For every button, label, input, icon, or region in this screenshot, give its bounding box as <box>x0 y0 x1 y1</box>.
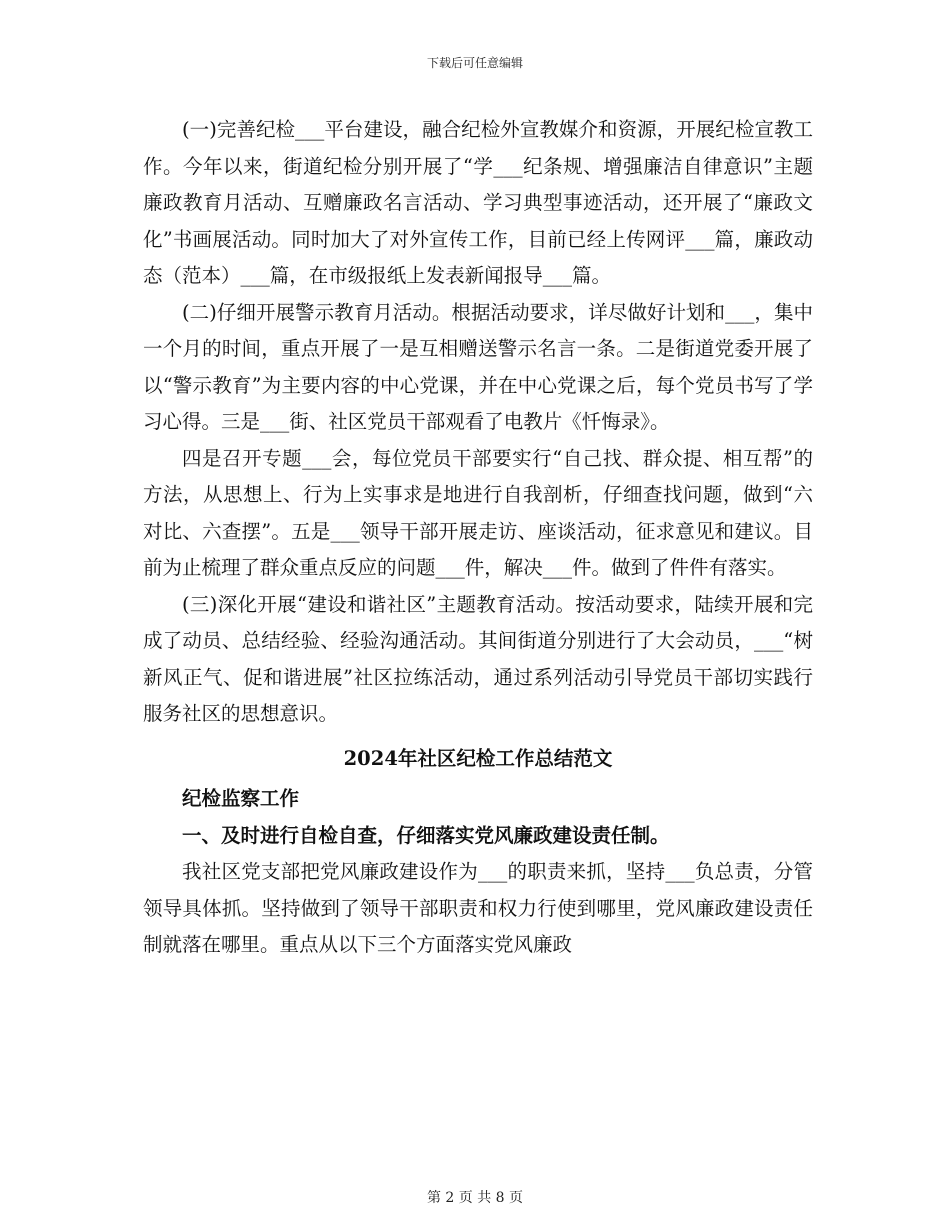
document-body <box>143 112 813 964</box>
section-heading: 纪检监察工作 <box>182 787 300 810</box>
paragraph-2: (二)仔细开展警示教育月活动。根据活动要求，详尽做好计划和___，集中一个月的时间，重点开展了一是互相赠送警示名言一条。二是街道党委开展了以“警示教育”为主要内容的中心党课，并在中心党课之后，每个党员书写了学习心得。三是___街、社区党员干部观看了电教片《忏悔录》。 <box>143 300 813 433</box>
page-header: 下载后可任意编辑 <box>426 56 523 70</box>
paragraph-4: (三)深化开展“建设和谐社区”主题教育活动。按活动要求，陆续开展和完成了动员、总结经验、经验沟通活动。其间街道分别进行了大会动员，___“树新风正气、促和谐进展”社区拉练活动，通过系列活动引导党员干部切实践行服务社区的思想意识。 <box>143 592 813 725</box>
paragraph-1: (一)完善纪检___平台建设，融合纪检外宣教媒介和资源，开展纪检宣教工作。今年以来，街道纪检分别开展了“学___纪条规、增强廉洁自律意识”主题廉政教育月活动、互赠廉政名言活动、学习典型事迹活动，还开展了“廉政文化”书画展活动。同时加大了对外宣传工作，目前已经上传网评___篇，廉政动态（范本）___篇，在市级报纸上发表新闻报导___篇。 <box>143 118 813 287</box>
paragraph-3: 四是召开专题___会，每位党员干部要实行“自己找、群众提、相互帮”的方法，从思想上、行为上实事求是地进行自我剖析，仔细查找问题，做到“六对比、六查摆”。五是___领导干部开展走访、座谈活动，征求意见和建议。目前为止梳理了群众重点反应的问题___件，解决___件。做到了件件有落实。 <box>143 446 813 579</box>
page-footer: 第 2 页 共 8 页 <box>426 1190 524 1206</box>
paragraph-5: 我社区党支部把党风廉政建设作为___的职责来抓，坚持___负总责，分管领导具体抓。坚持做到了领导干部职责和权力行使到哪里，党风廉政建设责任制就落在哪里。重点从以下三个方面落实党风廉政 <box>143 860 813 956</box>
document-title: 2024年社区纪检工作总结范文 <box>343 746 613 770</box>
subsection-heading: 一、及时进行自检自查，仔细落实党风廉政建设责任制。 <box>182 823 670 847</box>
